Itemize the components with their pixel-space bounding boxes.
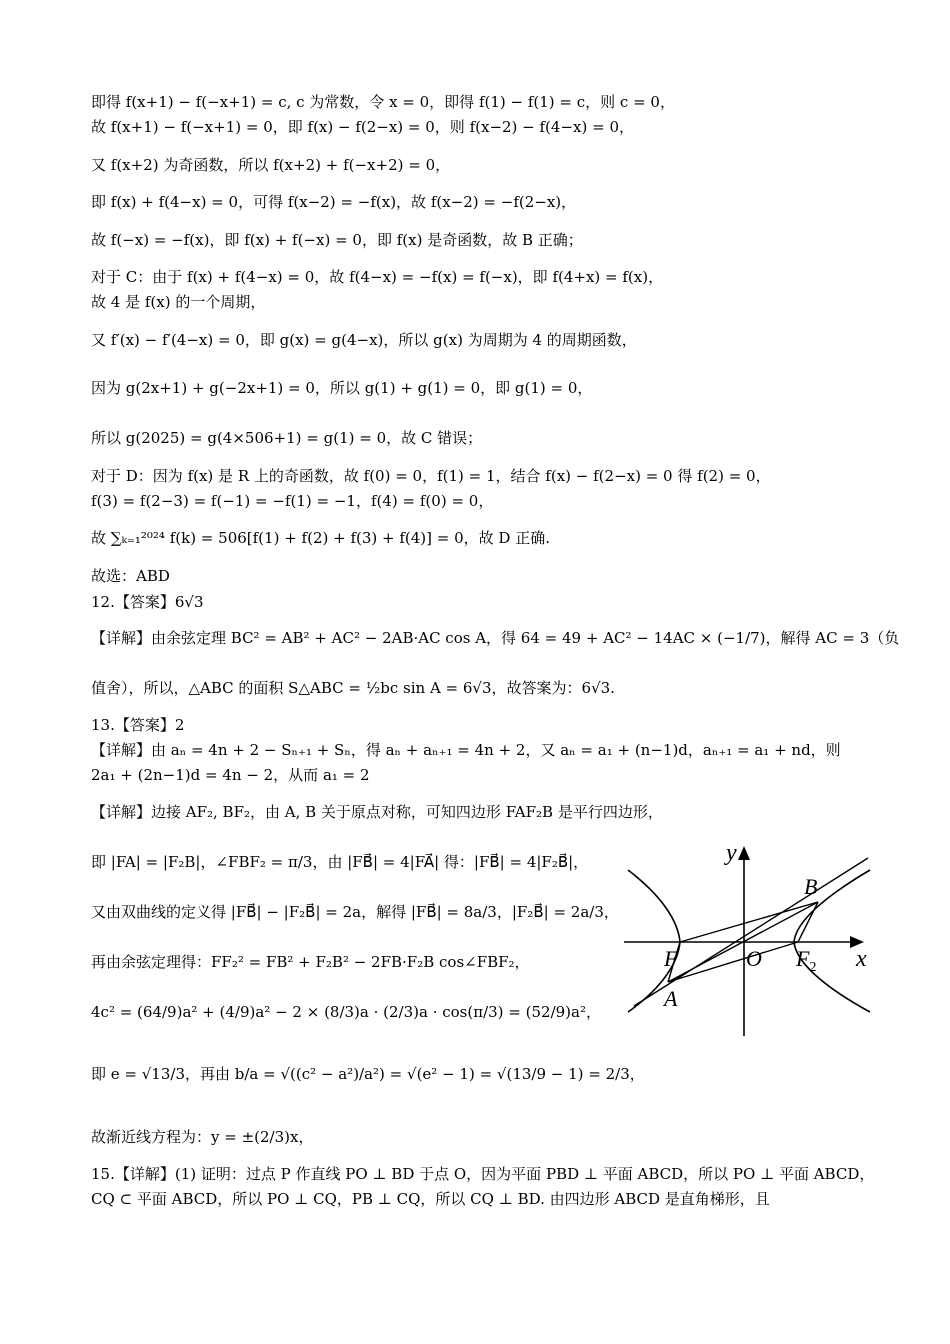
text-line-1: 即得 f(x+1) − f(−x+1) = c, c 为常数，令 x = 0，即得 f(1) − f(1) = c，则 c = 0， — [91, 93, 675, 111]
text-line-20: 2a₁ + (2n−1)d = 4n − 2，从而 a₁ = 2 — [91, 766, 370, 784]
text-line-27: 故渐近线方程为：y = ±(2/3)x， — [91, 1128, 314, 1146]
y-axis-label: y — [726, 840, 737, 866]
text-line-28: 15.【详解】(1) 证明：过点 P 作直线 PO ⊥ BD 于点 O，因为平面 PBD ⊥ 平面 ABCD，所以 PO ⊥ 平面 ABCD， — [91, 1165, 875, 1183]
point-F2-label: $F_2$ — [796, 946, 817, 975]
text-line-29: CQ ⊂ 平面 ABCD，所以 PO ⊥ CQ，PB ⊥ CQ，所以 CQ ⊥ BD. 由四边形 ABCD 是直角梯形，且 — [91, 1190, 770, 1208]
text-line-6: 对于 C：由于 f(x) + f(4−x) = 0，故 f(4−x) = −f(x) = f(−x)，即 f(4+x) = f(x)， — [91, 268, 664, 286]
point-B-label: B — [804, 874, 818, 899]
text-line-21: 【详解】边接 AF₂, BF₂，由 A, B 关于原点对称，可知四边形 FAF₂B 是平行四边形， — [91, 803, 663, 821]
text-line-16: 【详解】由余弦定理 BC² = AB² + AC² − 2AB·AC cos A，得 64 = 49 + AC² − 14AC × (−1/7)，解得 AC = 3（负 — [91, 629, 900, 647]
text-line-26: 即 e = √13/3，再由 b/a = √((c² − a²)/a²) = √(e² − 1) = √(13/9 − 1) = 2/3， — [91, 1065, 645, 1083]
point-A-label: A — [664, 986, 678, 1011]
y-axis-arrow — [738, 846, 750, 860]
text-line-11: 对于 D：因为 f(x) 是 R 上的奇函数，故 f(0) = 0，f(1) = 1，结合 f(x) − f(2−x) = 0 得 f(2) = 0， — [91, 467, 771, 485]
text-line-8: 又 f′(x) − f′(4−x) = 0，即 g(x) = g(4−x)，所以 g(x) 为周期为 4 的周期函数， — [91, 331, 637, 349]
text-line-19: 【详解】由 aₙ = 4n + 2 − Sₙ₊₁ + Sₙ，得 aₙ + aₙ₊₁ = 4n + 2，又 aₙ = a₁ + (n−1)d，aₙ₊₁ = a₁ + nd，则 — [91, 741, 841, 759]
point-F-label: F — [664, 946, 678, 971]
text-line-15: 12.【答案】6√3 — [91, 593, 204, 611]
text-line-18: 13.【答案】2 — [91, 716, 185, 734]
asymptote-positive — [634, 858, 868, 1006]
text-line-2: 故 f(x+1) − f(−x+1) = 0，即 f(x) − f(2−x) = 0，则 f(x−2) − f(4−x) = 0， — [91, 118, 634, 136]
text-line-10: 所以 g(2025) = g(4×506+1) = g(1) = 0，故 C 错误； — [91, 429, 483, 447]
text-line-17: 值舍），所以，△ABC 的面积 S△ABC = ½bc sin A = 6√3，故答案为：6√3. — [91, 679, 615, 697]
text-line-14: 故选：ABD — [91, 567, 170, 585]
x-axis-label: x — [856, 946, 867, 972]
segment-F-B — [680, 902, 818, 942]
text-line-3: 又 f(x+2) 为奇函数，所以 f(x+2) + f(−x+2) = 0， — [91, 156, 451, 174]
text-line-4: 即 f(x) + f(4−x) = 0，可得 f(x−2) = −f(x)，故 f(x−2) = −f(2−x)， — [91, 193, 577, 211]
text-line-5: 故 f(−x) = −f(x)，即 f(x) + f(−x) = 0，即 f(x) 是奇函数，故 B 正确； — [91, 231, 583, 249]
text-line-12: f(3) = f(2−3) = f(−1) = −f(1) = −1，f(4) = f(0) = 0， — [91, 492, 494, 510]
text-line-24: 再由余弦定理得：FF₂² = FB² + F₂B² − 2FB·F₂B cos∠FBF₂， — [91, 953, 530, 971]
text-line-9: 因为 g(2x+1) + g(−2x+1) = 0，所以 g(1) + g(1) = 0，即 g(1) = 0， — [91, 379, 593, 397]
origin-O-label: O — [746, 946, 762, 971]
text-line-25: 4c² = (64/9)a² + (4/9)a² − 2 × (8/3)a · (2/3)a · cos(π/3) = (52/9)a²， — [91, 1003, 601, 1021]
hyperbola-diagram — [612, 836, 882, 1046]
text-line-23: 又由双曲线的定义得 |FB⃗| − |F₂B⃗| = 2a，解得 |FB⃗| = 8a/3，|F₂B⃗| = 2a/3， — [91, 903, 619, 921]
text-line-7: 故 4 是 f(x) 的一个周期， — [91, 293, 266, 311]
text-line-13: 故 ∑ₖ₌₁²⁰²⁴ f(k) = 506[f(1) + f(2) + f(3) + f(4)] = 0，故 D 正确. — [91, 529, 550, 547]
text-line-22: 即 |FA| = |F₂B|，∠FBF₂ = π/3，由 |FB⃗| = 4|FA⃗| 得：|FB⃗| = 4|F₂B⃗|， — [91, 853, 589, 871]
